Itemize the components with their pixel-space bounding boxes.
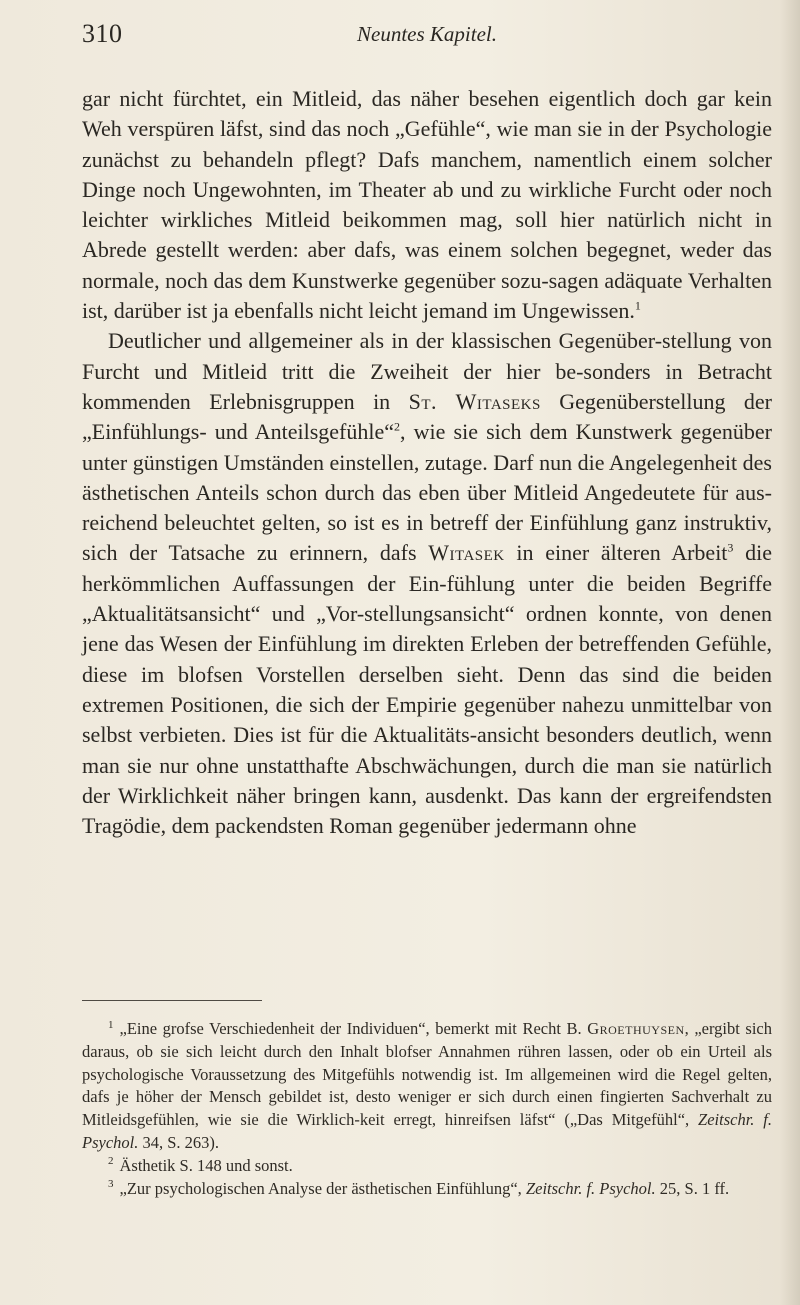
footnote-3-journal: Zeitschr. f. Psychol. [525,1178,656,1198]
author-name-witasek: St. Witaseks [408,388,541,414]
footnote-ref-2: 2 [393,419,400,434]
footnote-1-number: 1 [108,1018,114,1031]
footnote-3-text-a: „Zur psychologischen Analyse der ästhetischen Einfühlung“, [119,1178,522,1198]
footnote-ref-1: 1 [634,298,641,313]
paragraph-2-part-d: in einer älteren Arbeit [516,540,728,566]
paragraph-2 [82,326,772,841]
footnote-3-number: 3 [108,1178,114,1191]
running-head: Neuntes Kapitel. [357,22,497,46]
paragraph-2-part-e: die herkömmlichen Auffassungen der Ein-fühlung unter die beiden Begriffe „Aktualitätsansicht“ und „Vor-stellungsansicht“ ordnen konnte, von denen jene das Wesen der Einfühlung im direkten Erleben der betreffenden Gefühle, diese im blofsen Vorstellen derselben sieht. Denn das sind die beiden extremen Positionen, die sich der Empirie gegenüber nahezu unmittelbar von selbst verbieten. Dies ist für die Aktualitäts-ansicht besonders deutlich, wenn man sie nur ohne unstatthafte Abschwächungen, durch die man sie natürlich der Wirklichkeit näher bringen kann, ausdenkt. Das kann der ergreifendsten Tragödie, dem packendsten Roman gegenüber jedermann ohne [82,540,773,839]
footnote-3-text-b: 25, S. 1 ff. [659,1178,730,1198]
paragraph-2-part-c: , wie sie sich dem Kunstwerk gegenüber unter günstigen Umständen einstellen, zutage. Darf nun die Angelegenheit des ästhetischen Anteils schon durch das eben über Mitleid Angedeutete für aus-reichend beleuchtet gelten, so ist es in betreff der Einfühlung ganz instruktiv, sich der Tatsache zu erinnern, dafs [82,419,772,566]
footnote-1-author: Groethuysen [587,1019,685,1038]
page-edge-shadow [780,0,800,1305]
paragraph-1-text: gar nicht fürchtet, ein Mitleid, das näher besehen eigentlich doch gar kein Weh verspüren läfst, sind das noch „Gefühle“, wie man sie in der Psychologie zunächst zu behandeln pflegt? Dafs manchem, namentlich einem solcher Dinge noch Ungewohnten, im Theater ab und zu wirkliche Furcht oder noch leichter wirkliches Mitleid beikommen mag, soll hier natürlich nicht in Abrede gestellt werden: aber dafs, was einem solchen begegnet, weder das normale, noch das dem Kunstwerke gegenüber sozu-sagen adäquate Verhalten ist, darüber ist ja ebenfalls nicht leicht jemand im Ungewissen. [82,86,772,324]
footnote-1-text-b: , „ergibt sich daraus, ob sie sich leicht durch den Inhalt blofser Annahmen rühren lassen, oder ob ein Urteil als psychologische Voraussetzung des Mitgefühls notwendig ist. Im allgemeinen wird die Regel gelten, dafs je höher der Mensch gebildet ist, desto weniger er sich durch einen fingierten Sachverhalt zu Mitleidsgefühlen, wie sie die Wirklich-keit erregt, hinreifsen läfst“ („Das Mitgefühl“, [82,1019,773,1130]
footnote-3 [82,1178,772,1201]
footnote-1-journal: Zeitschr. f. Psychol. [82,1110,773,1152]
footnotes [82,1018,772,1200]
footnote-rule [82,1000,262,1001]
page-header [82,16,772,52]
footnote-1-text-c: 34, S. 263). [142,1132,220,1152]
footnote-1 [82,1018,772,1155]
footnote-2-number: 2 [108,1155,114,1168]
main-text [82,84,772,841]
paragraph-2-part-a: Deutlicher und allgemeiner als in der klassischen Gegenüber-stellung von Furcht und Mitleid tritt die Zweiheit der hier be-sonders in Betracht kommenden Erlebnisgruppen in [82,328,772,414]
paragraph-2-part-b: Gegenüberstellung der „Einfühlungs- und Anteilsgefühle“ [82,388,772,445]
page-number: 310 [82,19,123,48]
footnote-2-text: Ästhetik S. 148 und sonst. [119,1155,293,1175]
footnote-2 [82,1155,772,1178]
footnote-ref-3: 3 [727,541,734,556]
paragraph-1 [82,84,772,326]
footnote-1-text-a: „Eine grofse Verschiedenheit der Individuen“, bemerkt mit Recht B. [119,1019,582,1038]
author-name-witasek-2: Witasek [428,540,505,566]
